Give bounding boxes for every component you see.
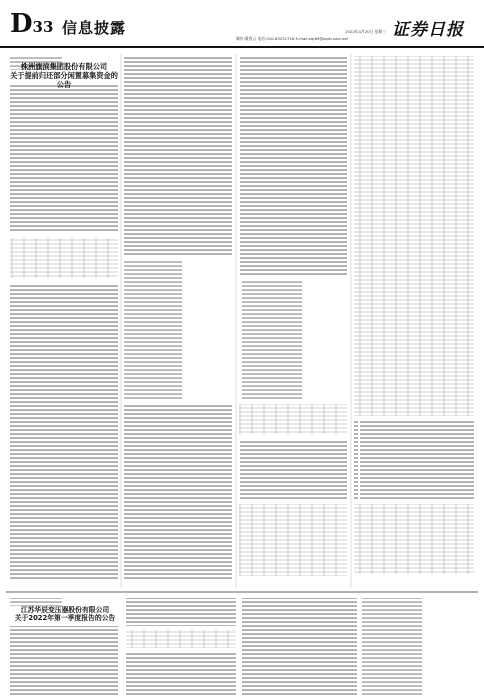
announcement-company-2: 江苏华辰变压器股份有限公司 bbox=[20, 606, 110, 614]
page-number bbox=[10, 11, 53, 37]
contact-line: 制作:董春云 电话:010-83251716 E-mail:zqrb9@zqrb.sina.net bbox=[236, 36, 349, 41]
date-line: 2022年4月20日 星期三 bbox=[345, 29, 386, 34]
announcement-title-2: 关于2022年第一季度报告的公告 bbox=[14, 614, 116, 622]
masthead bbox=[0, 0, 484, 48]
announcement-title-box bbox=[10, 62, 118, 89]
announcement-company: 株洲旗滨集团股份有限公司 bbox=[20, 62, 108, 71]
section-title: 信息披露 bbox=[62, 19, 127, 37]
newspaper-logo: 证券日报 bbox=[392, 20, 464, 40]
announcement-title: 关于提前归还部分闲置募集资金的公告 bbox=[10, 71, 118, 89]
page-letter: D bbox=[10, 9, 33, 39]
announcement-title-box-2 bbox=[10, 606, 120, 622]
page-number-digits: 33 bbox=[32, 18, 54, 36]
page-body bbox=[0, 48, 484, 700]
